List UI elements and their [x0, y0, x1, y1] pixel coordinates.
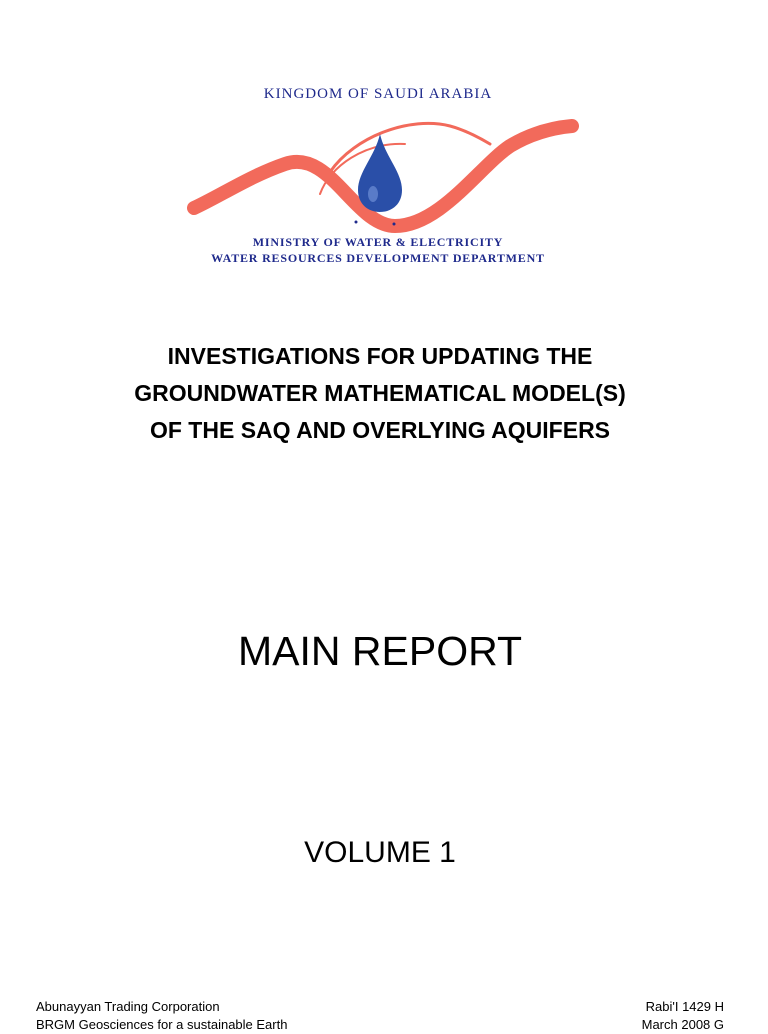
footer-org-2: BRGM Geosciences for a sustainable Earth [36, 1017, 288, 1032]
water-drop-icon [358, 134, 402, 212]
footer-org-1: Abunayyan Trading Corporation [36, 999, 220, 1014]
report-type-heading: MAIN REPORT [238, 628, 522, 674]
footer-dates [642, 998, 724, 1034]
logo-ministry-text: MINISTRY OF WATER & ELECTRICITY [252, 235, 504, 249]
ministry-logo [180, 76, 580, 276]
title-line-3: OF THE SAQ AND OVERLYING AQUIFERS [149, 417, 611, 443]
wave-stroke-thin [330, 123, 490, 172]
logo-country-text: KINGDOM OF SAUDI ARABIA [263, 86, 493, 102]
footer-hijri-date: Rabi'I 1429 H [645, 999, 724, 1014]
footer-gregorian-date: March 2008 G [641, 1017, 724, 1032]
title-line-1: INVESTIGATIONS FOR UPDATING THE [167, 343, 593, 369]
volume-heading: VOLUME 1 [304, 836, 456, 869]
document-title [0, 338, 760, 449]
logo-department-text: WATER RESOURCES DEVELOPMENT DEPARTMENT [211, 251, 545, 265]
footer-organizations [36, 998, 287, 1034]
title-line-2: GROUNDWATER MATHEMATICAL MODEL(S) [134, 380, 626, 406]
